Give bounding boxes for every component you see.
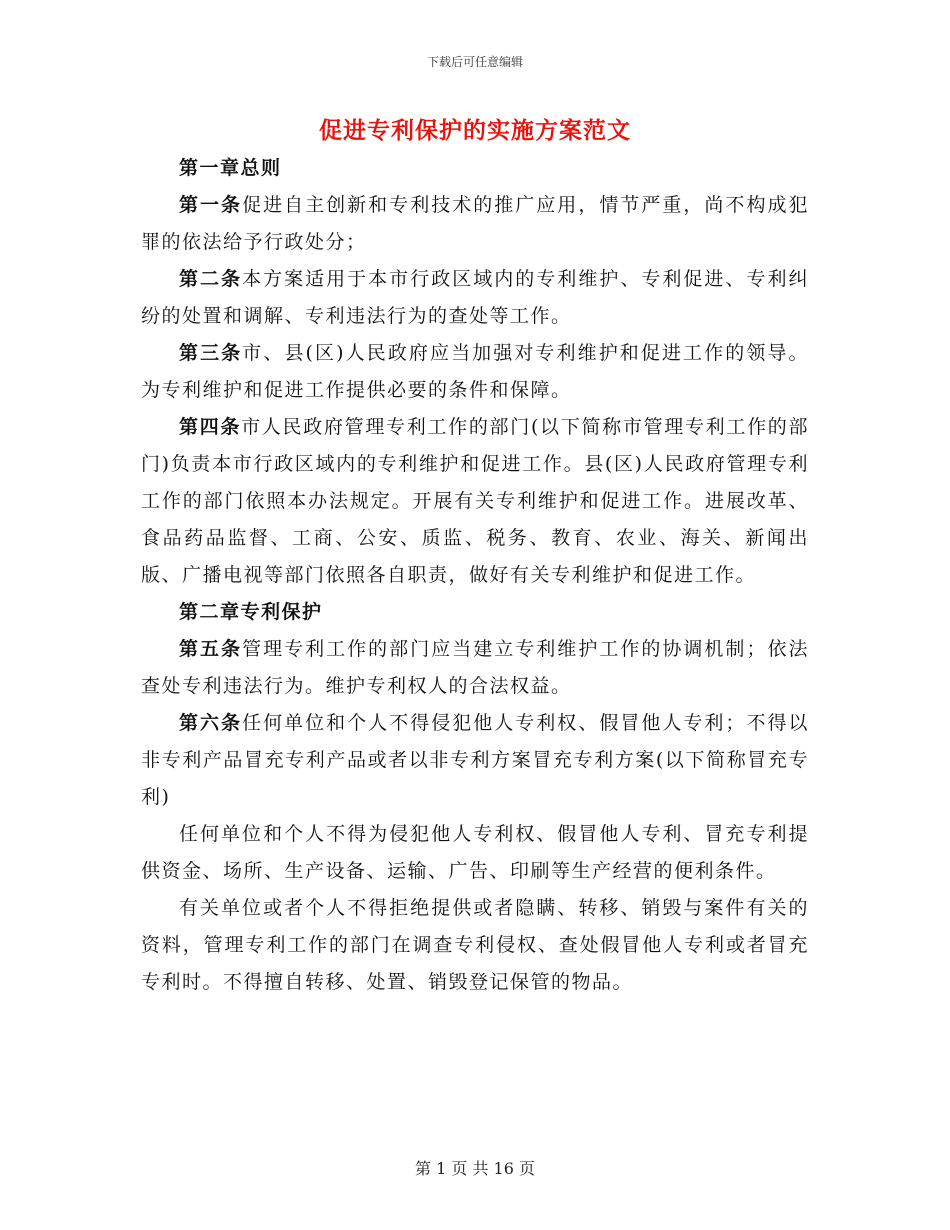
article-paragraph: [141, 187, 809, 261]
document-body: [141, 150, 809, 1001]
article-paragraph: [141, 335, 809, 409]
article-text: 促进自主创新和专利技术的推广应用，情节严重，尚不构成犯罪的依法给予行政处分；: [141, 194, 809, 253]
article-paragraph: [141, 631, 809, 705]
document-title: 促进专利保护的实施方案范文: [319, 117, 631, 144]
body-paragraph: 有关单位或者个人不得拒绝提供或者隐瞒、转移、销毁与案件有关的资料，管理专利工作的部门在调查专利侵权、查处假冒他人专利或者冒充专利时。不得擅自转移、处置、销毁登记保管的物品。: [141, 897, 809, 993]
article-number: 第一条: [179, 194, 243, 216]
chapter-heading: 第一章总则: [179, 157, 282, 179]
article-number: 第四条: [179, 416, 242, 438]
article-number: 第五条: [179, 638, 243, 660]
page-header: 下载后可任意编辑: [426, 55, 523, 69]
article-paragraph: [141, 409, 809, 594]
article-number: 第三条: [179, 342, 243, 364]
article-paragraph: [141, 705, 809, 816]
article-paragraph: [141, 261, 809, 335]
chapter-heading: 第二章专利保护: [179, 601, 323, 623]
article-text: 管理专利工作的部门应当建立专利维护工作的协调机制；依法查处专利违法行为。维护专利权人的合法权益。: [141, 638, 809, 697]
page-number: 第 1 页 共 16 页: [415, 1159, 535, 1178]
article-number: 第二条: [179, 268, 243, 290]
article-text: 市、县(区)人民政府应当加强对专利维护和促进工作的领导。为专利维护和促进工作提供必要的条件和保障。: [141, 342, 809, 401]
article-text: 任何单位和个人不得侵犯他人专利权、假冒他人专利；不得以非专利产品冒充专利产品或者以非专利方案冒充专利方案(以下简称冒充专利): [141, 712, 809, 808]
article-text: 本方案适用于本市行政区域内的专利维护、专利促进、专利纠纷的处置和调解、专利违法行为的查处等工作。: [141, 268, 809, 327]
body-paragraph: 任何单位和个人不得为侵犯他人专利权、假冒他人专利、冒充专利提供资金、场所、生产设备、运输、广告、印刷等生产经营的便利条件。: [141, 823, 809, 882]
article-text: 市人民政府管理专利工作的部门(以下简称市管理专利工作的部门)负责本市行政区域内的专利维护和促进工作。县(区)人民政府管理专利工作的部门依照本办法规定。开展有关专利维护和促进工作。进展改革、食品药品监督、工商、公安、质监、税务、教育、农业、海关、新闻出版、广播电视等部门依照各自职责，做好有关专利维护和促进工作。: [141, 416, 809, 586]
article-number: 第六条: [179, 712, 243, 734]
